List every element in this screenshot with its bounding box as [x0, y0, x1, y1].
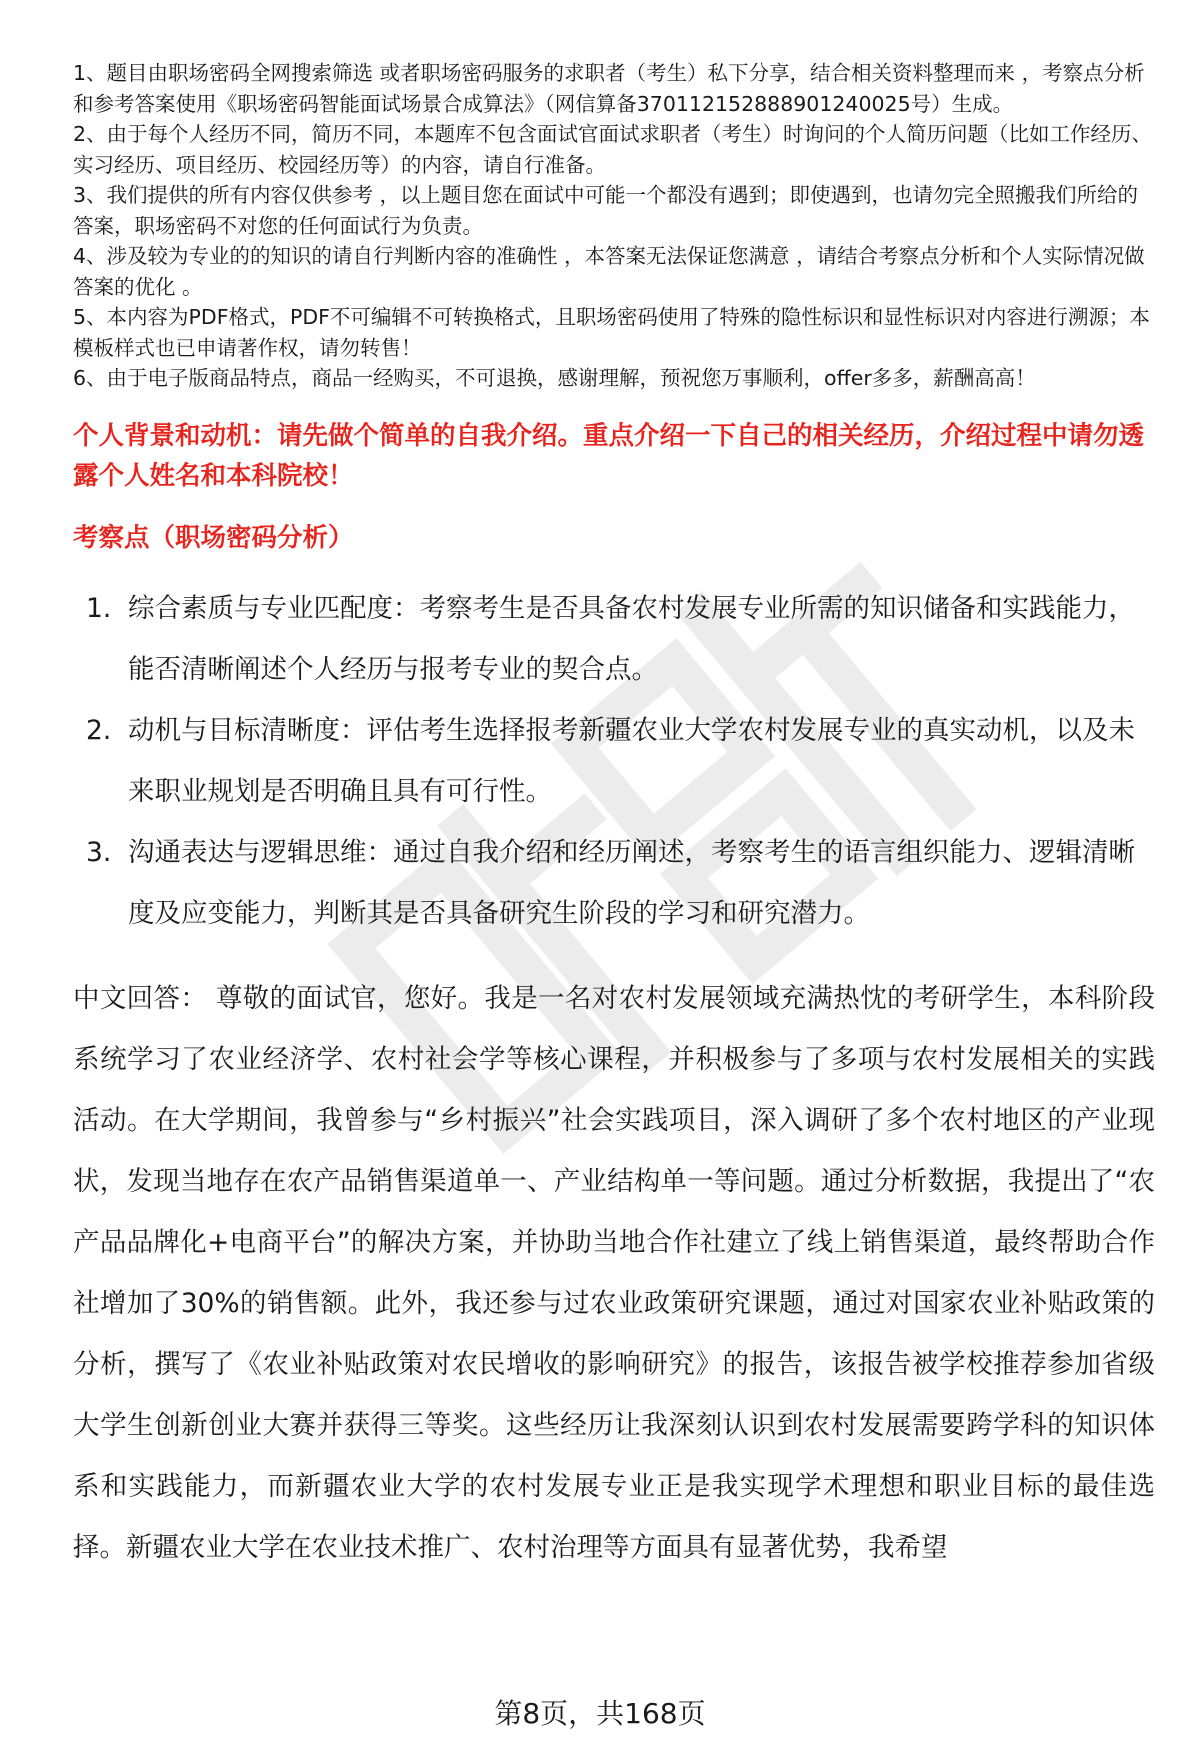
note-4: 4、涉及较为专业的的知识的请自行判断内容的准确性 ，本答案无法保证您满意 ，请结合考察点分析和个人实际情况做答案的优化 。	[73, 244, 1145, 299]
assessment-point	[73, 822, 1155, 944]
point-text: 沟通表达与逻辑思维：通过自我介绍和经历阐述，考察考生的语言组织能力、逻辑清晰度及应变能力，判断其是否具备研究生阶段的学习和研究潜力。	[128, 836, 1135, 929]
point-number: 2.	[86, 714, 112, 746]
section-title: 考察点（职场密码分析）	[73, 522, 354, 553]
answer-label: 中文回答：	[73, 982, 208, 1014]
assessment-points	[73, 578, 1155, 944]
point-number: 1.	[86, 592, 112, 624]
note-3: 3、我们提供的所有内容仅供参考 ，以上题目您在面试中可能一个都没有遇到；即使遇到，也请勿完全照搬我们所给的答案，职场密码不对您的任何面试行为负责。	[73, 183, 1139, 238]
note-5: 5、本内容为PDF格式，PDF不可编辑不可转换格式，且职场密码使用了特殊的隐性标识和显性标识对内容进行溯源；本模板样式也已申请著作权，请勿转售！	[73, 305, 1150, 360]
note-6: 6、由于电子版商品特点，商品一经购买，不可退换，感谢理解，预祝您万事顺利，offer多多，薪酬高高！	[73, 366, 1036, 390]
page-content	[73, 58, 1155, 1578]
assessment-point	[73, 700, 1155, 822]
assessment-point	[73, 578, 1155, 700]
note-2: 2、由于每个人经历不同，简历不同，本题库不包含面试官面试求职者（考生）时询问的个人简历问题（比如工作经历、实习经历、项目经历、校园经历等）的内容，请自行准备。	[73, 122, 1153, 177]
note-1: 1、题目由职场密码全网搜索筛选 或者职场密码服务的求职者（考生）私下分享，结合相关资料整理而来 ，考察点分析和参考答案使用《职场密码智能面试场景合成算法》（网信算备370112152888901240025号）生成。	[73, 61, 1145, 116]
point-text: 综合素质与专业匹配度：考察考生是否具备农村发展专业所需的知识储备和实践能力，能否清晰阐述个人经历与报考专业的契合点。	[128, 592, 1135, 685]
disclaimer-notes	[73, 58, 1155, 394]
answer-paragraph	[73, 968, 1155, 1578]
page-number: 第8页，共168页	[494, 1697, 706, 1730]
point-text: 动机与目标清晰度：评估考生选择报考新疆农业大学农村发展专业的真实动机，以及未来职业规划是否明确且具有可行性。	[128, 714, 1135, 807]
point-number: 3.	[86, 836, 112, 868]
answer-text: 尊敬的面试官，您好。我是一名对农村发展领域充满热忱的考研学生，本科阶段系统学习了农业经济学、农村社会学等核心课程，并积极参与了多项与农村发展相关的实践活动。在大学期间，我曾参与“乡村振兴”社会实践项目，深入调研了多个农村地区的产业现状，发现当地存在农产品销售渠道单一、产业结构单一等问题。通过分析数据，我提出了“农产品品牌化+电商平台”的解决方案，并协助当地合作社建立了线上销售渠道，最终帮助合作社增加了30%的销售额。此外，我还参与过农业政策研究课题，通过对国家农业补贴政策的分析，撰写了《农业补贴政策对农民增收的影响研究》的报告，该报告被学校推荐参加省级大学生创新创业大赛并获得三等奖。这些经历让我深刻认识到农村发展需要跨学科的知识体系和实践能力，而新疆农业大学的农村发展专业正是我实现学术理想和职业目标的最佳选择。新疆农业大学在农业技术推广、农村治理等方面具有显著优势，我希望	[73, 982, 1155, 1563]
interview-question: 个人背景和动机：请先做个简单的自我介绍。重点介绍一下自己的相关经历，介绍过程中请勿透露个人姓名和本科院校！	[73, 420, 1145, 491]
